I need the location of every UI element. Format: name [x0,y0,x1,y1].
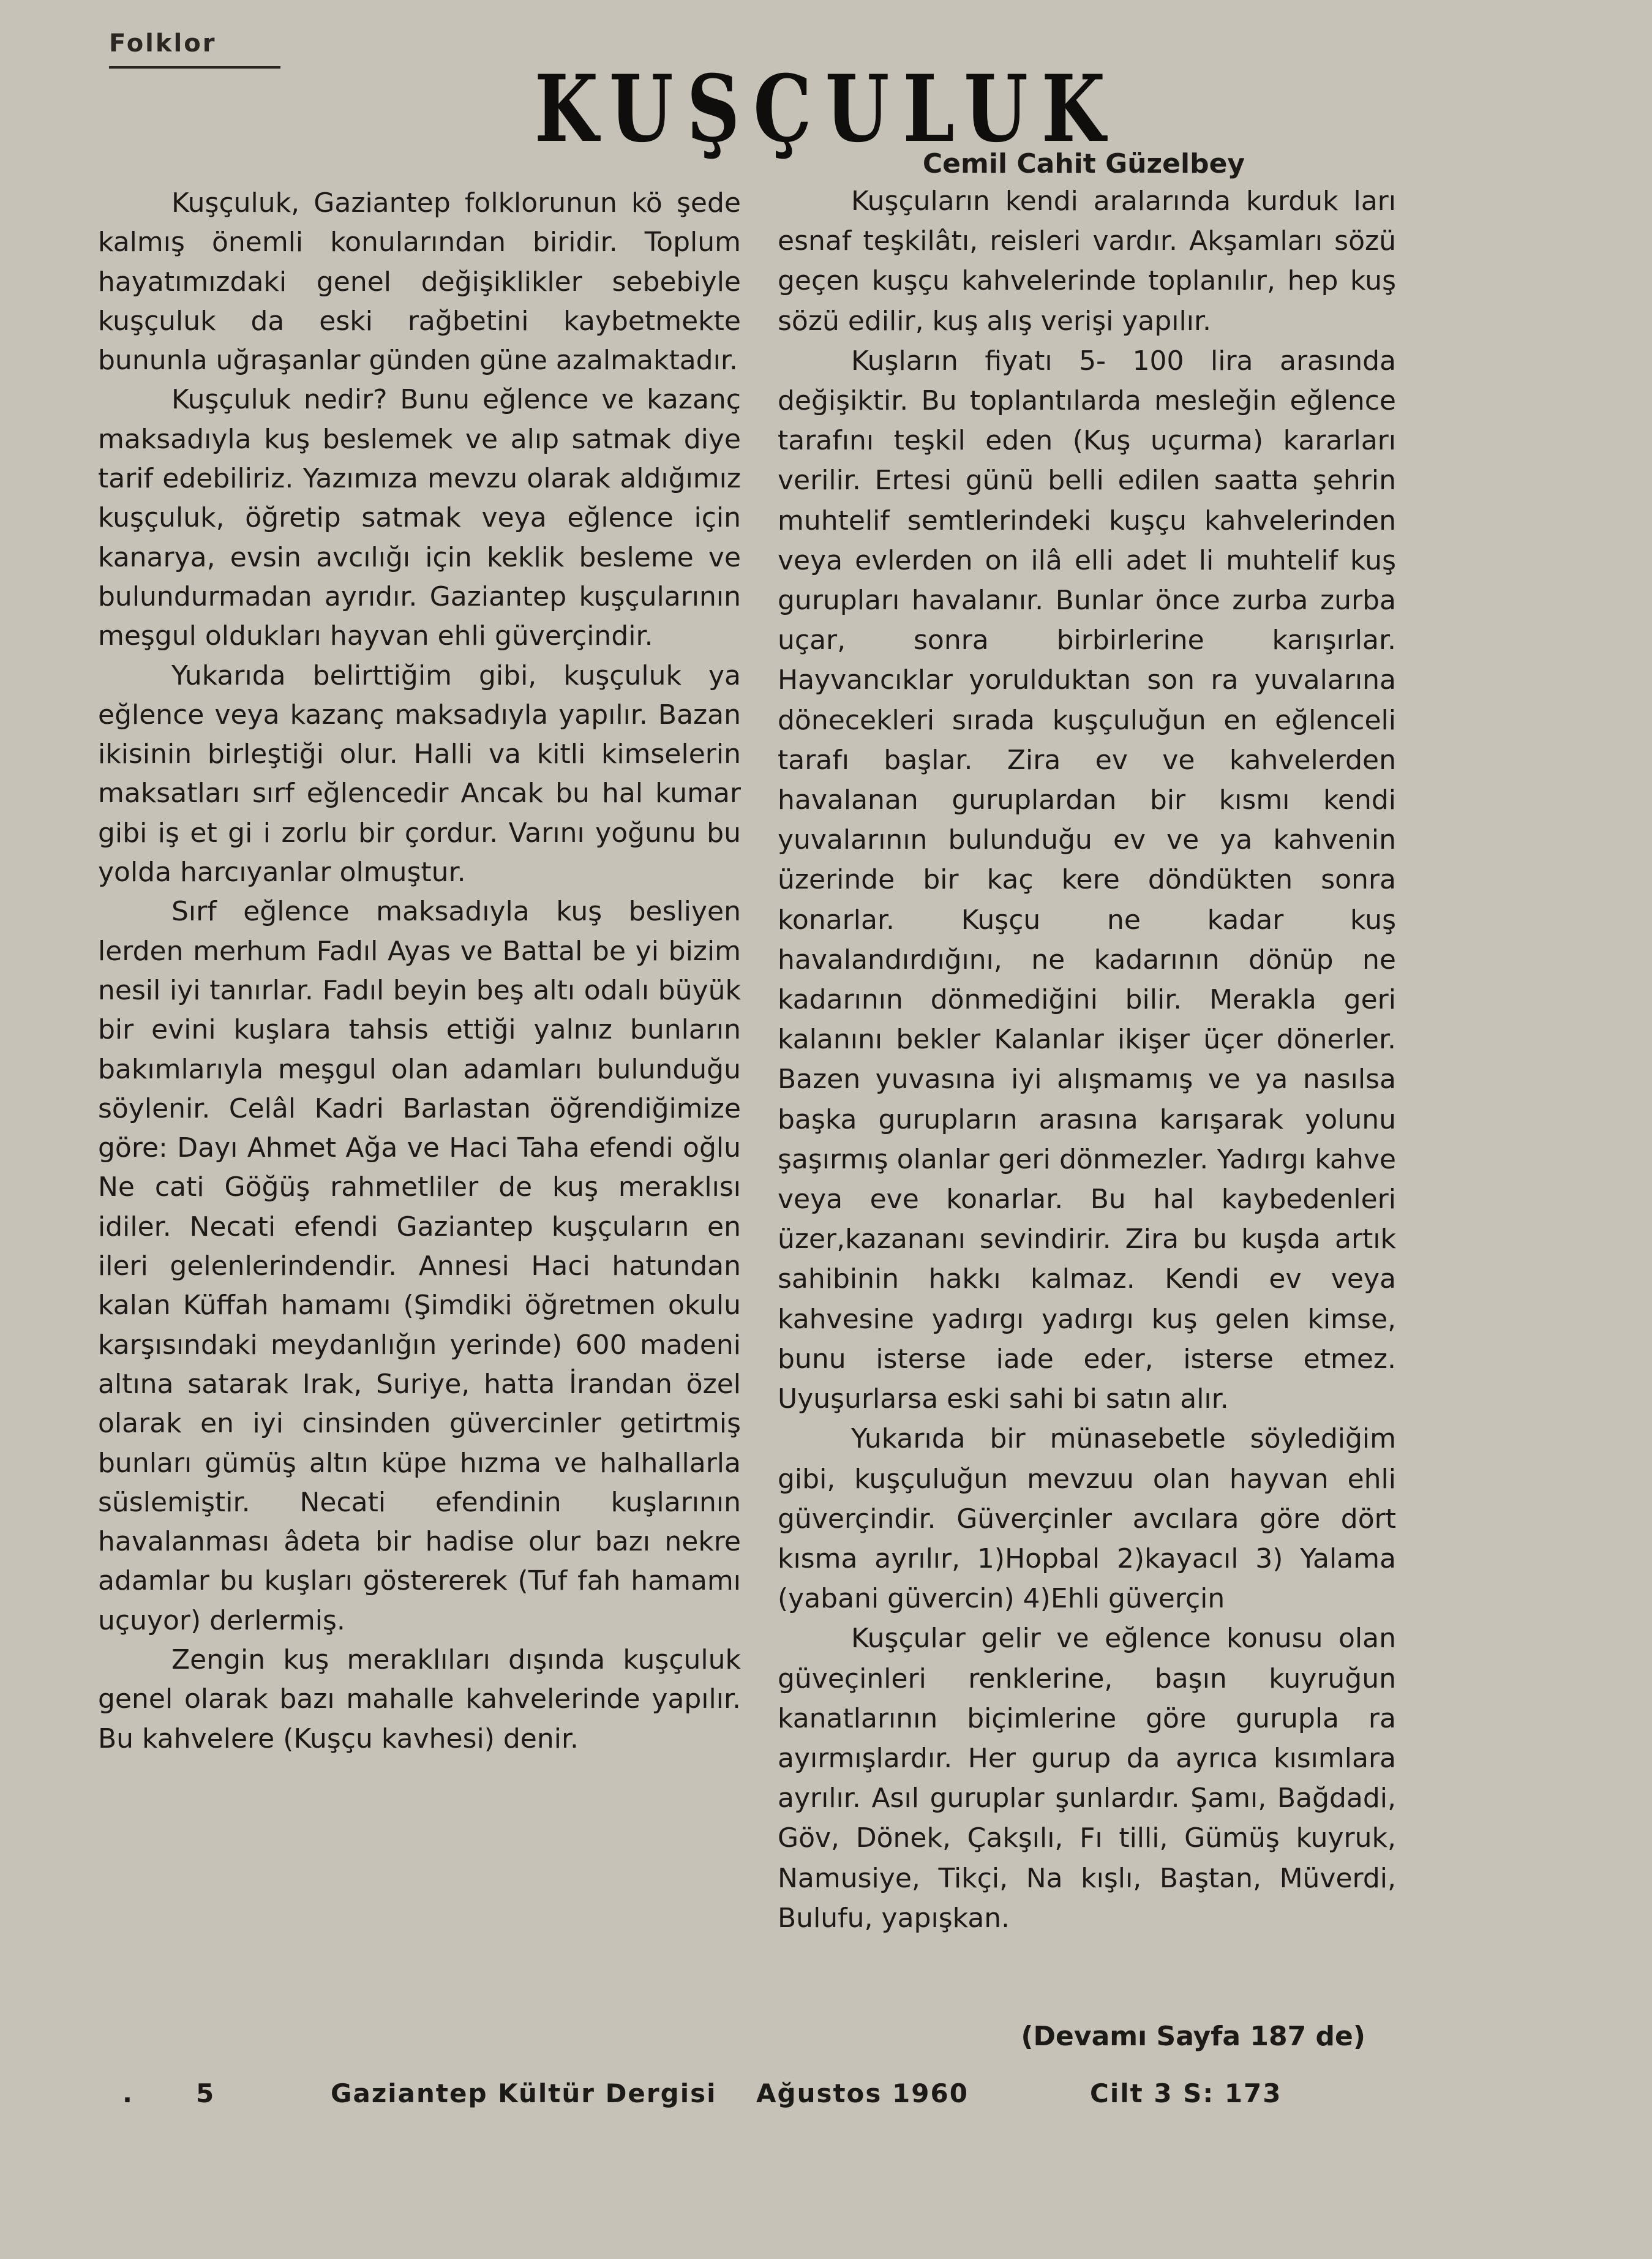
paragraph: Yukarıda bir münasebetle söylediğim gibi, kuşçuluğun mevzuu olan hayvan ehli güverçindir. Güverçinler avcılara göre dört kısma ayrılır, 1)Hopbal 2)kayacıl 3) Yalama (yabani güvercin) 4)Ehli güverçin [778,1423,1396,1615]
continued-note: (Devamı Sayfa 187 de) [1021,2021,1365,2052]
page-number: 5 [196,2078,216,2108]
right-column [778,181,1396,1938]
section-label: Folklor [109,29,217,58]
section-rule [109,66,280,69]
footer-dot: . [122,2078,133,2108]
paragraph: Kuşçular gelir ve eğlence konusu olan güveçinleri renklerine, başın kuyruğun kanatlarının biçimlerine göre gurupla ra ayırmışlardır. Her gurup da ayrıca kısımlara ayrılır. Asıl guruplar şunlardır. Şamı, Bağdadi, Göv, Dönek, Çakşılı, Fı tilli, Gümüş kuyruk, Namusiye, Tikçi, Na kışlı, Baştan, Müverdi, Bulufu, yapışkan. [778,1623,1396,1934]
paragraph: Yukarıda belirttiğim gibi, kuşçuluk ya eğlence veya kazanç maksadıyla yapılır. Bazan ikisinin birleştiği olur. Halli va kitli kimselerin maksatları sırf eğlencedir Ancak bu hal kumar gibi iş et gi i zorlu bir çordur. Varını yoğunu bu yolda harcıyanlar olmuştur. [98,660,741,889]
paragraph: Zengin kuş meraklıları dışında kuşçuluk genel olarak bazı mahalle kahvelerinde yapılır. Bu kahvelere (Kuşçu kavhesi) denir. [98,1644,741,1754]
author-name: Cemil Cahit Güzelbey [922,148,1245,179]
volume-issue: Cilt 3 S: 173 [1090,2078,1282,2108]
left-column [98,184,741,1759]
issue-date: Ağustos 1960 [756,2078,969,2108]
journal-name: Gaziantep Kültür Dergisi [331,2078,717,2108]
paragraph: Sırf eğlence maksadıyla kuş besliyen lerden merhum Fadıl Ayas ve Battal be yi bizim nesil iyi tanırlar. Fadıl beyin beş altı odalı büyük bir evini kuşlara tahsis ettiği yalnız bunların bakımlarıyla meşgul olan adamları bulunduğu söylenir. Celâl Kadri Barlastan öğrendiğimize göre: Dayı Ahmet Ağa ve Haci Taha efendi oğlu Ne cati Göğüş rahmetliler de kuş meraklısı idiler. Necati efendi Gaziantep kuşçuların en ileri gelenlerindendir. Annesi Haci hatundan kalan Küffah hamamı (Şimdiki öğretmen okulu karşısındaki meydanlığın yerinde) 600 madeni altına satarak Irak, Suriye, hatta İrandan özel olarak en iyi cinsinden güvercinler getirtmiş bunları gümüş altın küpe hızma ve halhallarla süslemiştir. Necati efendinin kuşlarının havalanması âdeta bir hadise olur bazı nekre adamlar bu kuşları göstererek (Tuf fah hamamı uçuyor) derlermiş. [98,896,741,1636]
paragraph: Kuşların fiyatı 5- 100 lira arasında değişiktir. Bu toplantılarda mesleğin eğlence tarafını teşkil eden (Kuş uçurma) kararları verilir. Ertesi günü belli edilen saatta şehrin muhtelif semtlerindeki kuşçu kahvelerinden veya evlerden on ilâ elli adet li muhtelif kuş gurupları havalanır. Bunlar önce zurba zurba uçar, sonra birbirlerine karışırlar. Hayvancıklar yorulduktan son ra yuvalarına dönecekleri sırada kuşçuluğun en eğlenceli tarafı başlar. Zira ev ve kahvelerden havalanan guruplardan bir kısmı kendi yuvalarının bulunduğu ev ve ya kahvenin üzerinde bir kaç kere döndükten sonra konarlar. Kuşçu ne kadar kuş havalandırdığını, ne kadarının dönüp ne kadarının dönmediğini bilir. Merakla geri kalanını bekler Kalanlar ikişer üçer dönerler. Bazen yuvasına iyi alışmamış ve ya nasılsa başka gurupların arasına karışarak yolunu şaşırmış olanlar geri dönmezler. Yadırgı kahve veya eve konarlar. Bu hal kaybedenleri üzer,kazananı sevindirir. Zira bu kuşda artık sahibinin hakkı kalmaz. Kendi ev veya kahvesine yadırgı yadırgı kuş gelen kimse, bunu isterse iade eder, isterse etmez. Uyuşurlarsa eski sahi bi satın alır. [778,345,1396,1415]
page-footer [0,2078,1652,2121]
paragraph: Kuşçuların kendi aralarında kurduk ları esnaf teşkilâtı, reisleri vardır. Akşamları sözü geçen kuşçu kahvelerinde toplanılır, hep kuş sözü edilir, kuş alış verişi yapılır. [778,186,1396,337]
article-title: KUŞÇULUK [534,55,1119,164]
paragraph: Kuşçuluk nedir? Bunu eğlence ve kazanç maksadıyla kuş beslemek ve alıp satmak diye tarif edebiliriz. Yazımıza mevzu olarak aldığımız kuşçuluk, öğretip satmak veya eğlence için kanarya, evsin avcılığı için keklik besleme ve bulundurmadan ayrıdır. Gaziantep kuşçularının meşgul oldukları hayvan ehli güverçindir. [98,384,741,652]
paragraph: Kuşçuluk, Gaziantep folklorunun kö şede kalmış önemli konularından biridir. Toplum hayatımızdaki genel değişiklikler sebebiyle kuşçuluk da eski rağbetini kaybetmekte bununla uğraşanlar günden güne azalmaktadır. [98,187,741,377]
